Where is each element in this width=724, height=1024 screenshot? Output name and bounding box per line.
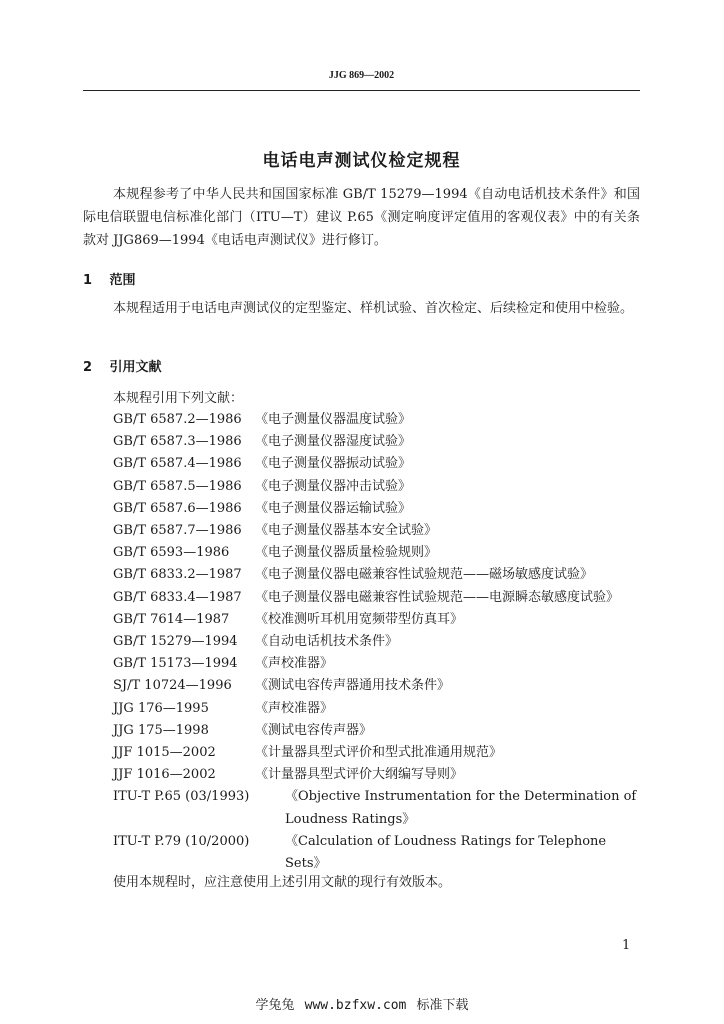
reference-title: 《电子测量仪器湿度试验》 — [255, 434, 412, 450]
reference-title: 《计量器具型式评价大纲编写导则》 — [255, 767, 464, 783]
scope-paragraph: 本规程适用于电话电声测试仪的定型鉴定、样机试验、首次检定、后续检定和使用中检验。 — [113, 301, 634, 316]
reference-title: 《电子测量仪器冲击试验》 — [255, 478, 412, 494]
reference-code: GB/T 6593—1986 — [113, 545, 230, 561]
reference-code: ITU-T P.79 (10/2000) — [113, 833, 250, 849]
reference-code: GB/T 6587.6—1986 — [113, 500, 242, 516]
reference-item — [113, 564, 641, 586]
reference-code: GB/T 6587.3—1986 — [113, 434, 242, 450]
reference-code: JJF 1016—2002 — [113, 767, 216, 783]
footer-watermark — [0, 994, 724, 1013]
reference-item — [113, 453, 641, 475]
references-closing: 使用本规程时，应注意使用上述引用文献的现行有效版本。 — [113, 875, 452, 890]
section-2-number: 2 — [83, 360, 93, 375]
section-1-heading — [83, 269, 136, 288]
reference-code: GB/T 15173—1994 — [113, 656, 238, 672]
reference-item — [113, 831, 641, 875]
reference-item — [113, 698, 641, 720]
reference-item — [113, 520, 641, 542]
reference-code: ITU-T P.65 (03/1993) — [113, 789, 250, 805]
reference-title: 《电子测量仪器运输试验》 — [255, 500, 412, 516]
reference-item — [113, 742, 641, 764]
reference-code: JJG 175—1998 — [113, 722, 209, 738]
reference-title: 《校准测听耳机用宽频带型仿真耳》 — [255, 611, 464, 627]
reference-item — [113, 431, 641, 453]
reference-title: 《电子测量仪器振动试验》 — [255, 456, 412, 472]
references-lead: 本规程引用下列文献： — [113, 391, 244, 406]
section-1-title: 范围 — [109, 273, 136, 288]
reference-code: GB/T 7614—1987 — [113, 611, 230, 627]
reference-title: 《电子测量仪器电磁兼容性试验规范——磁场敏感度试验》 — [255, 567, 594, 583]
watermark-url[interactable]: www.bzfxw.com — [304, 998, 407, 1013]
reference-item — [113, 675, 641, 697]
reference-code: JJF 1015—2002 — [113, 745, 216, 761]
reference-list — [113, 409, 641, 875]
reference-item — [113, 609, 641, 631]
intro-paragraph: 本规程参考了中华人民共和国国家标准 GB/T 15279—1994《自动电话机技术条件》和国际电信联盟电信标准化部门（ITU—T）建议 P.65《测定响度评定值用的客观仪表》中的有关条款对 JJG869—1994《电话电声测试仪》进行修订。 — [83, 187, 640, 248]
reference-title: 《测试电容传声器通用技术条件》 — [255, 678, 451, 694]
reference-item — [113, 631, 641, 653]
watermark-site-name: 学兔兔 — [255, 998, 295, 1013]
reference-item — [113, 409, 641, 431]
reference-code: GB/T 6833.4—1987 — [113, 589, 242, 605]
reference-code: GB/T 6587.2—1986 — [113, 412, 242, 427]
reference-title: 《测试电容传声器》 — [255, 722, 373, 738]
reference-item — [113, 587, 641, 609]
section-2-title: 引用文献 — [109, 360, 162, 375]
reference-code: GB/T 15279—1994 — [113, 634, 238, 650]
reference-item — [113, 653, 641, 675]
reference-title: 《Calculation of Loudness Ratings for Telephone Sets》 — [285, 833, 607, 872]
document-title: 电话电声测试仪检定规程 — [262, 151, 461, 171]
reference-title: 《电子测量仪器质量检验规则》 — [255, 545, 438, 561]
header-divider — [83, 90, 640, 91]
reference-title: 《声校准器》 — [255, 656, 334, 672]
reference-item — [113, 542, 641, 564]
reference-code: JJG 176—1995 — [113, 700, 209, 716]
reference-title: 《自动电话机技术条件》 — [255, 634, 399, 650]
reference-item — [113, 476, 641, 498]
reference-item — [113, 764, 641, 786]
reference-title: 《Objective Instrumentation for the Determination of Loudness Ratings》 — [285, 789, 637, 827]
watermark-label: 标准下载 — [416, 998, 469, 1013]
section-2-heading — [83, 356, 162, 375]
reference-code: GB/T 6587.7—1986 — [113, 523, 242, 539]
reference-title: 《计量器具型式评价和型式批准通用规范》 — [255, 745, 503, 761]
reference-code: GB/T 6587.4—1986 — [113, 456, 242, 472]
reference-item — [113, 720, 641, 742]
reference-code: SJ/T 10724—1996 — [113, 678, 232, 694]
running-header: JJG 869—2002 — [328, 70, 395, 81]
page-number: 1 — [622, 938, 631, 953]
reference-item — [113, 498, 641, 520]
reference-title: 《电子测量仪器基本安全试验》 — [255, 523, 438, 539]
reference-code: GB/T 6833.2—1987 — [113, 567, 242, 583]
reference-item — [113, 786, 641, 830]
reference-title: 《声校准器》 — [255, 700, 334, 716]
reference-code: GB/T 6587.5—1986 — [113, 478, 242, 494]
section-1-number: 1 — [83, 273, 93, 288]
reference-title: 《电子测量仪器电磁兼容性试验规范——电源瞬态敏感度试验》 — [255, 589, 620, 605]
reference-title: 《电子测量仪器温度试验》 — [255, 412, 412, 427]
